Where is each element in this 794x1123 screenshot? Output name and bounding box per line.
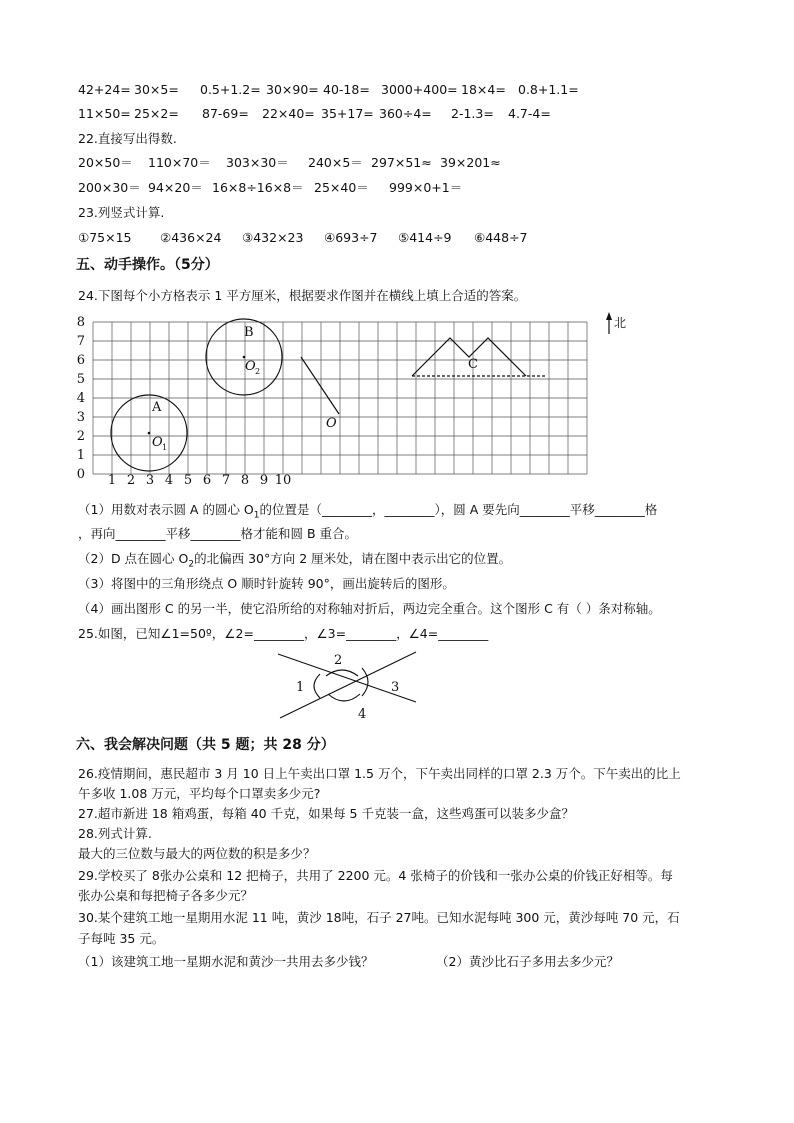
center-o2-label: O (245, 359, 256, 374)
expr: 30×5= (134, 82, 179, 97)
angle-arc-1 (314, 674, 320, 698)
expr: 42+24= (78, 82, 131, 97)
expr: 94×20＝ (148, 180, 203, 195)
expr: 0.5+1.2= (200, 82, 261, 97)
expr: 18×4= (461, 82, 506, 97)
expr: 297×51≈ (371, 155, 432, 170)
angle-label: 1 (296, 680, 305, 695)
q30-line-2: 子每吨 35 元。 (78, 931, 165, 946)
expr: 22×40= (262, 106, 315, 121)
x-label: 5 (183, 473, 193, 488)
center-o1-label: O (152, 435, 163, 450)
y-label: 7 (76, 334, 85, 349)
expr: 999×0+1＝ (389, 180, 463, 195)
intersecting-lines-figure (270, 646, 430, 724)
center-o2-dot (243, 356, 246, 359)
section-6-heading: 六、我会解决问题（共 5 题；共 28 分） (76, 737, 335, 753)
expr: 4.7-4= (508, 106, 551, 121)
angle-label: 4 (358, 707, 367, 722)
expr: 200×30＝ (78, 180, 141, 195)
y-label: 1 (76, 448, 85, 463)
x-label: 4 (164, 473, 174, 488)
q25-text: 25.如图，已知∠1=50º，∠2=________，∠3=________，∠4=________ (78, 626, 489, 641)
expr: 0.8+1.1= (518, 82, 579, 97)
expr: 87-69= (202, 106, 249, 121)
angle-label: 3 (391, 680, 400, 695)
q24-p2-sub: 2 (188, 559, 195, 570)
expr: 3000+400= (381, 82, 458, 97)
x-label: 6 (202, 473, 212, 488)
north-arrow-head (606, 312, 612, 320)
angle-label: 2 (334, 653, 343, 668)
center-o1-dot (148, 432, 151, 435)
section-5-heading: 五、动手操作。（5分） (76, 257, 219, 273)
q23-title: 23.列竖式计算. (78, 205, 165, 220)
q24-p2-prefix: （2）D 点在圆心 O (78, 551, 189, 566)
circle-a-label: A (152, 400, 162, 415)
q26-line-2: 午多收 1.08 万元，平均每个口罩卖多少元? (78, 786, 321, 801)
q27: 27.超市新进 18 箱鸡蛋，每箱 40 千克，如果每 5 千克装一盒，这些鸡蛋可以装多少盒？ (78, 806, 574, 821)
expr: ④693÷7 (324, 230, 378, 245)
x-label: 3 (145, 473, 155, 488)
q28-body: 最大的三位数与最大的两位数的积是多少？ (78, 846, 316, 861)
expr: 303×30＝ (226, 155, 289, 170)
q24-p1-rest: 的位置是（________，________），圆 A 要先向________平移________格 (259, 502, 658, 517)
q30-sub-1: （1）该建筑工地一星期水泥和黄沙一共用去多少钱？ (78, 954, 374, 969)
x-label: 10 (274, 473, 292, 488)
q24-p1-prefix: （1）用数对表示圆 A 的圆心 O (78, 502, 254, 517)
expr: 2-1.3= (451, 106, 494, 121)
q24-part-1-cont: ，再向________平移________格才能和圆 B 重合。 (78, 526, 358, 541)
expr: 40-18= (323, 82, 370, 97)
y-label: 5 (76, 372, 85, 387)
q24-part-3: （3）将图中的三角形绕点 O 顺时针旋转 90°，画出旋转后的图形。 (78, 576, 455, 591)
q26-line-1: 26.疫情期间，惠民超市 3 月 10 日上午卖出口罩 1.5 万个，下午卖出同样的口罩 2.3 万个。下午卖出的比上 (78, 766, 681, 781)
expr: ②436×24 (160, 230, 222, 245)
expr: 39×201≈ (440, 155, 501, 170)
expr: 11×50= (78, 106, 131, 121)
q24-part-1 (78, 502, 657, 524)
q24-part-2 (78, 551, 511, 573)
y-label: 3 (76, 410, 85, 425)
x-label: 8 (240, 473, 250, 488)
expr: ⑥448÷7 (474, 230, 528, 245)
q24-p1-sub: 1 (253, 510, 260, 521)
expr: 16×8÷16×8＝ (212, 180, 304, 195)
q28-title: 28.列式计算. (78, 826, 152, 841)
x-label: 2 (126, 473, 136, 488)
expr: 360÷4= (379, 106, 432, 121)
point-o-label: O (326, 416, 337, 431)
expr: 30×90= (266, 82, 319, 97)
expr: 35+17= (321, 106, 374, 121)
triangle-side (301, 357, 339, 414)
angle-arc-4 (328, 694, 360, 701)
q29-line-2: 张办公桌和每把椅子各多少元？ (78, 888, 254, 903)
center-o2-subscript: 2 (255, 367, 261, 376)
expr: 20×50＝ (78, 155, 133, 170)
q30-sub-2: （2）黄沙比石子多用去多少元？ (436, 954, 619, 969)
q24-part-4: （4）画出图形 C 的另一半，使它沿所给的对称轴对折后，两边完全重合。这个图形 C 有（ ）条对称轴。 (78, 601, 661, 616)
q24-p2-rest: 的北偏西 30°方向 2 厘米处，请在图中表示出它的位置。 (194, 551, 512, 566)
circle-b-label: B (244, 325, 254, 340)
x-label: 7 (221, 473, 231, 488)
q24-title: 24.下图每个小方格表示 1 平方厘米，根据要求作图并在横线上填上合适的答案。 (78, 288, 527, 303)
x-label: 1 (107, 473, 117, 488)
expr: 240×5＝ (308, 155, 363, 170)
y-label: 0 (76, 467, 85, 482)
q29-line-1: 29.学校买了 8张办公桌和 12 把椅子，共用了 2200 元。4 张椅子的价钱和一张办公桌的价钱正好相等。每 (78, 868, 673, 883)
y-label: 4 (76, 391, 85, 406)
coordinate-grid-figure (78, 312, 638, 490)
expr: ③432×23 (242, 230, 304, 245)
north-label: 北 (614, 316, 627, 330)
expr: ⑤414÷9 (398, 230, 452, 245)
y-label: 8 (76, 315, 85, 330)
y-label: 2 (76, 429, 85, 444)
q22-title: 22.直接写出得数. (78, 131, 177, 146)
expr: 25×40＝ (314, 180, 369, 195)
shape-c-label: C (468, 357, 478, 372)
angle-arc-3 (362, 668, 368, 696)
q30-line-1: 30.某个建筑工地一星期用水泥 11 吨，黄沙 18吨，石子 27吨。已知水泥每吨 300 元，黄沙每吨 70 元，石 (78, 910, 680, 925)
expr: 25×2= (134, 106, 179, 121)
expr: 110×70＝ (148, 155, 211, 170)
y-label: 6 (76, 353, 85, 368)
angle-arc-2 (326, 670, 358, 676)
expr: ①75×15 (78, 230, 132, 245)
x-label: 9 (259, 473, 269, 488)
center-o1-subscript: 1 (162, 443, 168, 452)
